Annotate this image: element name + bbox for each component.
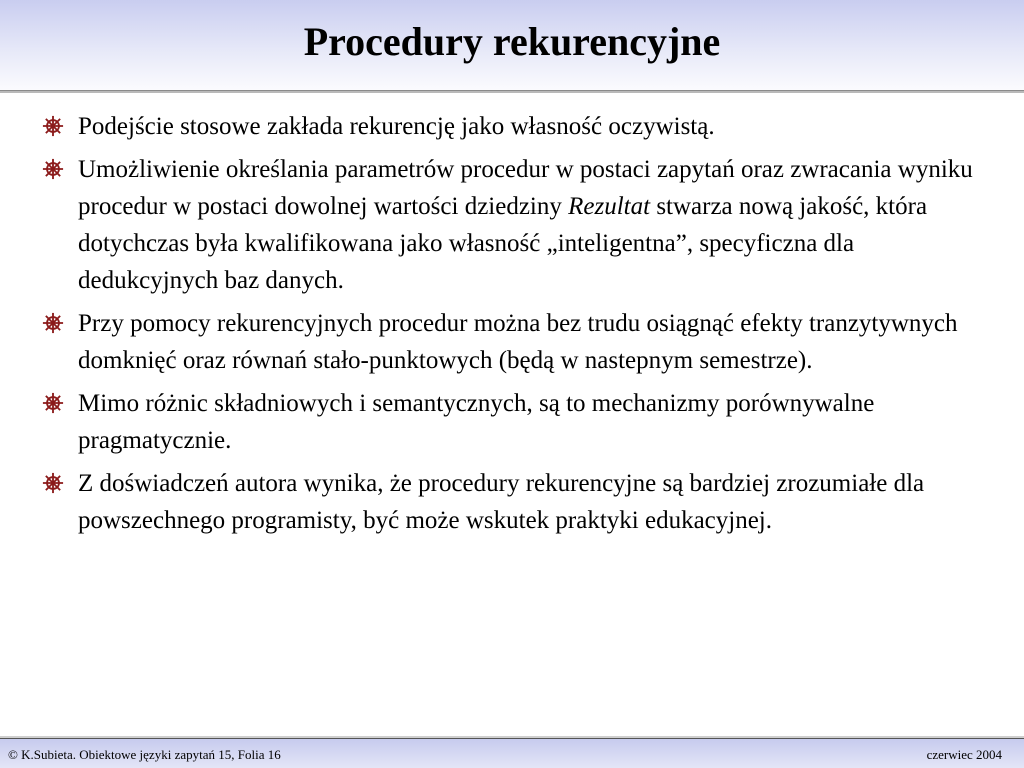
footer-copyright: © K.Subieta. Obiektowe języki zapytań 15, Folia 16 bbox=[8, 747, 281, 762]
bullet-item-5 bbox=[40, 465, 1000, 539]
bullet-item-3 bbox=[40, 305, 1000, 379]
title-bar bbox=[0, 0, 1024, 91]
bullet-item-4 bbox=[40, 385, 1000, 459]
bullet-list bbox=[40, 108, 1000, 539]
bullet-text: Podejście stosowe zakłada rekurencję jako własność oczywistą. bbox=[78, 113, 715, 140]
dharma-wheel-icon bbox=[42, 312, 64, 334]
dharma-wheel-icon bbox=[42, 158, 64, 180]
slide-content bbox=[40, 108, 1000, 545]
bullet-text: Z doświadczeń autora wynika, że procedury rekurencyjne są bardziej zrozumiałe dla powszechnego programisty, być może wskutek praktyki edukacyjnej. bbox=[78, 470, 925, 534]
dharma-wheel-icon bbox=[42, 115, 64, 137]
bullet-text bbox=[78, 156, 973, 294]
slide-title: Procedury rekurencyjne bbox=[303, 19, 721, 64]
dharma-wheel-icon bbox=[42, 472, 64, 494]
bullet-emphasis: Rezultat bbox=[568, 193, 651, 220]
bullet-text: Przy pomocy rekurencyjnych procedur można bez trudu osiągnąć efekty tranzytywnych domknięć oraz równań stało-punktowych (będą w nastepnym semestrze). bbox=[78, 310, 958, 374]
bullet-item-2 bbox=[40, 151, 1000, 299]
footer-bar bbox=[0, 738, 1024, 768]
footer-date: czerwiec 2004 bbox=[926, 747, 1002, 762]
dharma-wheel-icon bbox=[42, 392, 64, 414]
bullet-text-part: Umożliwienie określania parametrów procedur w postaci zapytań oraz zwracania wyniku procedur w postaci dowolnej wartości dziedziny bbox=[78, 156, 973, 220]
bullet-text-part: stwarza nową jakość, która dotychczas była kwalifikowana jako własność „inteligentna”, specyficzna dla dedukcyjnych baz danych. bbox=[78, 193, 928, 294]
bullet-item-1 bbox=[40, 108, 1000, 145]
bullet-text: Mimo różnic składniowych i semantycznych, są to mechanizmy porównywalne pragmatycznie. bbox=[78, 390, 875, 454]
